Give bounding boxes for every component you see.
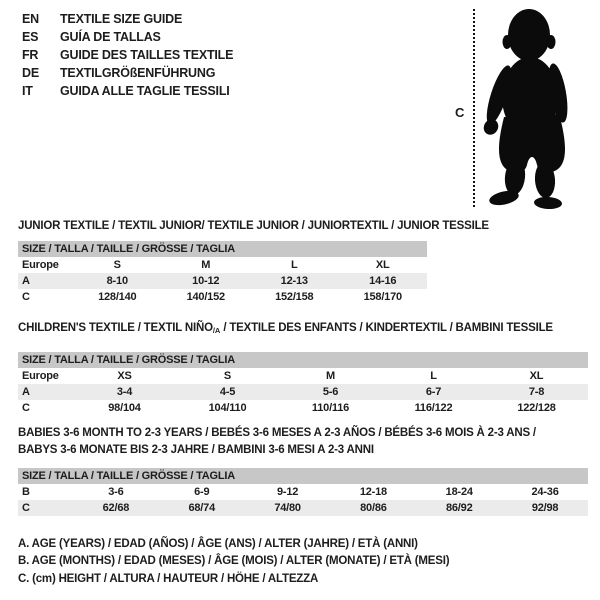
list-item xyxy=(22,82,233,100)
table-cell: XS xyxy=(117,370,132,382)
table-cell: XL xyxy=(529,370,544,382)
list-item xyxy=(22,28,233,46)
table-cell: 104/110 xyxy=(208,402,247,414)
table-cell: M xyxy=(326,370,335,382)
row-label: B xyxy=(22,486,30,498)
measurement-legend xyxy=(18,536,449,588)
children-title-text: CHILDREN'S TEXTILE / TEXTIL NIÑO xyxy=(18,322,213,334)
table-cell: 12-13 xyxy=(250,273,339,289)
table-cell: 86/92 xyxy=(416,500,502,516)
row-label: C xyxy=(22,291,30,303)
table-cell: 92/98 xyxy=(502,500,588,516)
table-cell: L xyxy=(290,259,298,271)
babies-size-table xyxy=(18,468,588,516)
guide-title: GUIDE DES TAILLES TEXTILE xyxy=(60,48,234,62)
table-cell: 10-12 xyxy=(162,273,251,289)
table-cell: 80/86 xyxy=(331,500,417,516)
table-cell: XL xyxy=(375,259,390,271)
toddler-silhouette-icon xyxy=(482,5,582,210)
row-label: A xyxy=(18,384,73,400)
table-header-bar: SIZE / TALLA / TAILLE / GRÖSSE / TAGLIA xyxy=(18,468,588,484)
babies-title-line1: BABIES 3-6 MONTH TO 2-3 YEARS / BEBÉS 3-6 MESES A 2-3 AÑOS / BÉBÉS 3-6 MOIS À 2-3 ANS / xyxy=(18,427,536,439)
table-cell: 62/68 xyxy=(73,500,159,516)
legend-line-height: C. (cm) HEIGHT / ALTURA / HAUTEUR / HÖHE / ALTEZZA xyxy=(18,572,319,585)
guide-title: GUIDA ALLE TAGLIE TESSILI xyxy=(60,84,230,98)
table-cell: 14-16 xyxy=(339,273,428,289)
table-cell: 68/74 xyxy=(159,500,245,516)
table-cell: 140/152 xyxy=(186,291,225,303)
table-cell: 5-6 xyxy=(279,384,382,400)
babies-title-line2: BABYS 3-6 MONATE BIS 2-3 JAHRE / BAMBINI 3-6 MESI A 2-3 ANNI xyxy=(18,444,374,456)
guide-title: TEXTILE SIZE GUIDE xyxy=(60,12,183,26)
table-cell: 110/116 xyxy=(311,402,350,414)
table-cell: 98/104 xyxy=(108,402,141,414)
language-title-list xyxy=(22,10,233,100)
row-label: Europe xyxy=(22,370,59,382)
table-cell: 4-5 xyxy=(176,384,279,400)
table-cell: 3-4 xyxy=(73,384,176,400)
table-cell: 116/122 xyxy=(414,402,453,414)
legend-line-age-years: A. AGE (YEARS) / EDAD (AÑOS) / ÂGE (ANS) / ALTER (JAHRE) / ETÀ (ANNI) xyxy=(18,538,418,550)
guide-title: GUÍA DE TALLAS xyxy=(60,30,161,44)
guide-title: TEXTILGRÖßENFÜHRUNG xyxy=(60,66,216,80)
table-cell: 24-36 xyxy=(531,486,559,498)
table-cell: 128/140 xyxy=(98,291,137,303)
language-code: FR xyxy=(22,48,39,62)
language-code: IT xyxy=(22,84,33,98)
row-label: C xyxy=(18,500,73,516)
junior-section-title: JUNIOR TEXTILE / TEXTIL JUNIOR/ TEXTILE JUNIOR / JUNIORTEXTIL / JUNIOR TESSILE xyxy=(18,220,489,232)
table-cell: 152/158 xyxy=(275,291,314,303)
table-cell: 122/128 xyxy=(517,402,556,414)
table-cell: 74/80 xyxy=(245,500,331,516)
children-title-subscript: /A xyxy=(212,326,221,335)
table-cell: S xyxy=(113,259,121,271)
children-title-text: / TEXTILE DES ENFANTS / KINDERTEXTIL / BAMBINI TESSILE xyxy=(220,322,553,334)
row-label: C xyxy=(22,402,30,414)
table-cell: 6-9 xyxy=(194,486,210,498)
list-item xyxy=(22,46,233,64)
table-cell: M xyxy=(201,259,211,271)
babies-section-title xyxy=(18,425,536,459)
table-cell: 9-12 xyxy=(276,486,299,498)
table-cell: 3-6 xyxy=(108,486,124,498)
height-measure-dotted-line xyxy=(473,9,475,207)
table-cell: 8-10 xyxy=(73,273,162,289)
table-header-bar: SIZE / TALLA / TAILLE / GRÖSSE / TAGLIA xyxy=(18,241,427,257)
table-header-bar: SIZE / TALLA / TAILLE / GRÖSSE / TAGLIA xyxy=(18,352,588,368)
height-measure-label: C xyxy=(455,105,465,120)
table-cell: 7-8 xyxy=(485,384,588,400)
row-label: Europe xyxy=(22,259,59,271)
table-cell: 158/170 xyxy=(363,291,402,303)
language-code: DE xyxy=(22,66,39,80)
junior-size-table xyxy=(18,241,427,305)
legend-line-age-months: B. AGE (MONTHS) / EDAD (MESES) / ÂGE (MOIS) / ALTER (MONATE) / ETÀ (MESI) xyxy=(18,555,450,568)
table-cell: L xyxy=(430,370,437,382)
table-cell: 12-18 xyxy=(359,486,387,498)
language-code: ES xyxy=(22,30,39,44)
table-cell: S xyxy=(223,370,232,382)
language-code: EN xyxy=(22,12,39,26)
children-size-table xyxy=(18,352,588,416)
row-label: A xyxy=(18,273,73,289)
children-section-title xyxy=(18,320,553,339)
table-cell: 18-24 xyxy=(445,486,473,498)
list-item xyxy=(22,10,233,28)
table-cell: 6-7 xyxy=(382,384,485,400)
list-item xyxy=(22,64,233,82)
